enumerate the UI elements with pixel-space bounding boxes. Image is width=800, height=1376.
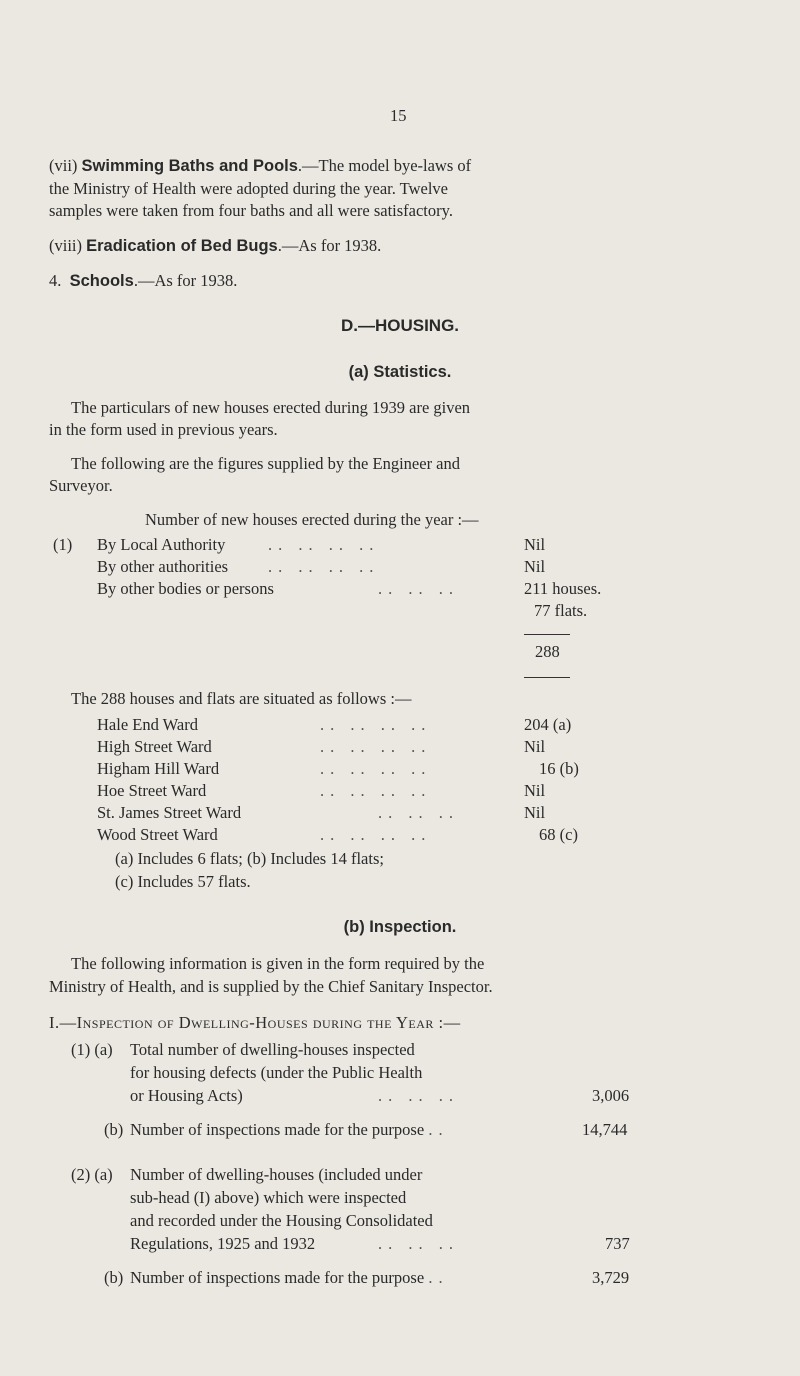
I2a-line1: Number of dwelling-houses (included under [130,1165,423,1184]
vii-heading: Swimming Baths and Pools [81,157,298,175]
new-houses-row-label: By Local Authority [97,535,226,554]
I2b-number: (b) [104,1268,124,1287]
leader-dots: .. .. .. [378,1234,459,1253]
leader-dots: .. [428,1120,449,1139]
I1b-text [130,1120,449,1140]
new-houses-row-label: By other authorities [97,557,229,576]
section-I-heading: I.—Inspection of Dwelling-Houses during the Year :— [49,1013,461,1032]
new-houses-row-label: By other bodies or persons [97,579,274,598]
vii-line1-text: .—The model bye-laws of [297,156,472,175]
I1a-number: (1) (a) [71,1040,113,1059]
I2a-number: (2) (a) [71,1165,113,1184]
ward-value: Nil [524,803,546,822]
sum-rule-top [524,634,570,635]
inspection-heading: (b) Inspection. [343,918,457,936]
inspection-para-line1: The following information is given in the form required by the [71,954,485,973]
leader-dots: .. .. .. .. [320,825,432,844]
viii-text: .—As for 1938. [277,236,382,255]
stats-para1-line2: in the form used in previous years. [49,420,278,439]
leader-dots: .. .. .. [378,1086,459,1105]
new-houses-row-value: 211 houses. [524,579,602,598]
page-number: 15 [390,106,407,125]
I1a-value: 3,006 [592,1086,630,1105]
I1b-value: 14,744 [582,1120,628,1139]
ward-notes-line1: (a) Includes 6 flats; (b) Includes 14 flats; [115,849,384,868]
leader-dots: .. .. .. [378,579,459,598]
leader-dots: .. .. .. .. [268,557,380,576]
stats-para1-line1: The particulars of new houses erected during 1939 are given [71,398,471,417]
I2a-value: 737 [605,1234,630,1253]
ward-value: 68 (c) [539,825,578,844]
new-houses-flats: 77 flats. [534,601,588,620]
ward-value: Nil [524,781,546,800]
new-houses-number: (1) [53,535,73,554]
ward-value: 204 (a) [524,715,572,734]
I1a-line3: or Housing Acts) [130,1086,243,1105]
new-houses-row-value: Nil [524,535,546,554]
new-houses-intro: Number of new houses erected during the year :— [145,510,479,529]
ward-label: St. James Street Ward [97,803,242,822]
leader-dots: .. .. .. .. [320,759,432,778]
ward-label: Hoe Street Ward [97,781,207,800]
leader-dots: .. .. .. .. [320,781,432,800]
ward-notes-line2: (c) Includes 57 flats. [115,872,251,891]
ward-label: Higham Hill Ward [97,759,220,778]
I1b-number: (b) [104,1120,124,1139]
vii-line3: samples were taken from four baths and all were satisfactory. [49,201,453,220]
inspection-para-line2: Ministry of Health, and is supplied by the Chief Sanitary Inspector. [49,977,493,996]
viii-number: (viii) [49,236,82,255]
I2b-text-label: Number of inspections made for the purpose [130,1268,425,1287]
ward-value: Nil [524,737,546,756]
viii-heading: Eradication of Bed Bugs [86,237,278,255]
leader-dots: .. .. .. .. [320,737,432,756]
I2b-text [130,1268,449,1288]
item4-text: .—As for 1938. [133,271,238,290]
vii-line2: the Ministry of Health were adopted during the year. Twelve [49,179,449,198]
vii-number: (vii) [49,156,78,175]
ward-label: Hale End Ward [97,715,198,734]
ward-label: High Street Ward [97,737,212,756]
I1a-line2: for housing defects (under the Public Health [130,1063,423,1082]
I1a-line1: Total number of dwelling-houses inspected [130,1040,415,1059]
I1b-text-label: Number of inspections made for the purpose [130,1120,425,1139]
ward-value: 16 (b) [539,759,579,778]
I2a-line3: and recorded under the Housing Consolidated [130,1211,433,1230]
leader-dots: .. .. .. [378,803,459,822]
I2a-line2: sub-head (I) above) which were inspected [130,1188,407,1207]
sum-rule-bottom [524,677,570,678]
section-title: D.—HOUSING. [340,316,460,335]
ward-label: Wood Street Ward [97,825,218,844]
stats-para2-line2: Surveyor. [49,476,113,495]
item4-heading: Schools [69,272,134,290]
I2a-line4: Regulations, 1925 and 1932 [130,1234,316,1253]
item4-number: 4. [49,271,62,290]
stats-para2-line1: The following are the figures supplied by the Engineer and [71,454,461,473]
item4-line [49,271,237,291]
new-houses-total: 288 [535,642,560,661]
vii-line1 [49,156,471,176]
leader-dots: .. .. .. .. [320,715,432,734]
statistics-heading: (a) Statistics. [348,363,452,381]
leader-dots: .. [428,1268,449,1287]
wards-intro: The 288 houses and flats are situated as follows :— [71,689,412,708]
I2b-value: 3,729 [592,1268,630,1287]
new-houses-row-value: Nil [524,557,546,576]
leader-dots: .. .. .. .. [268,535,380,554]
viii-line [49,236,381,256]
